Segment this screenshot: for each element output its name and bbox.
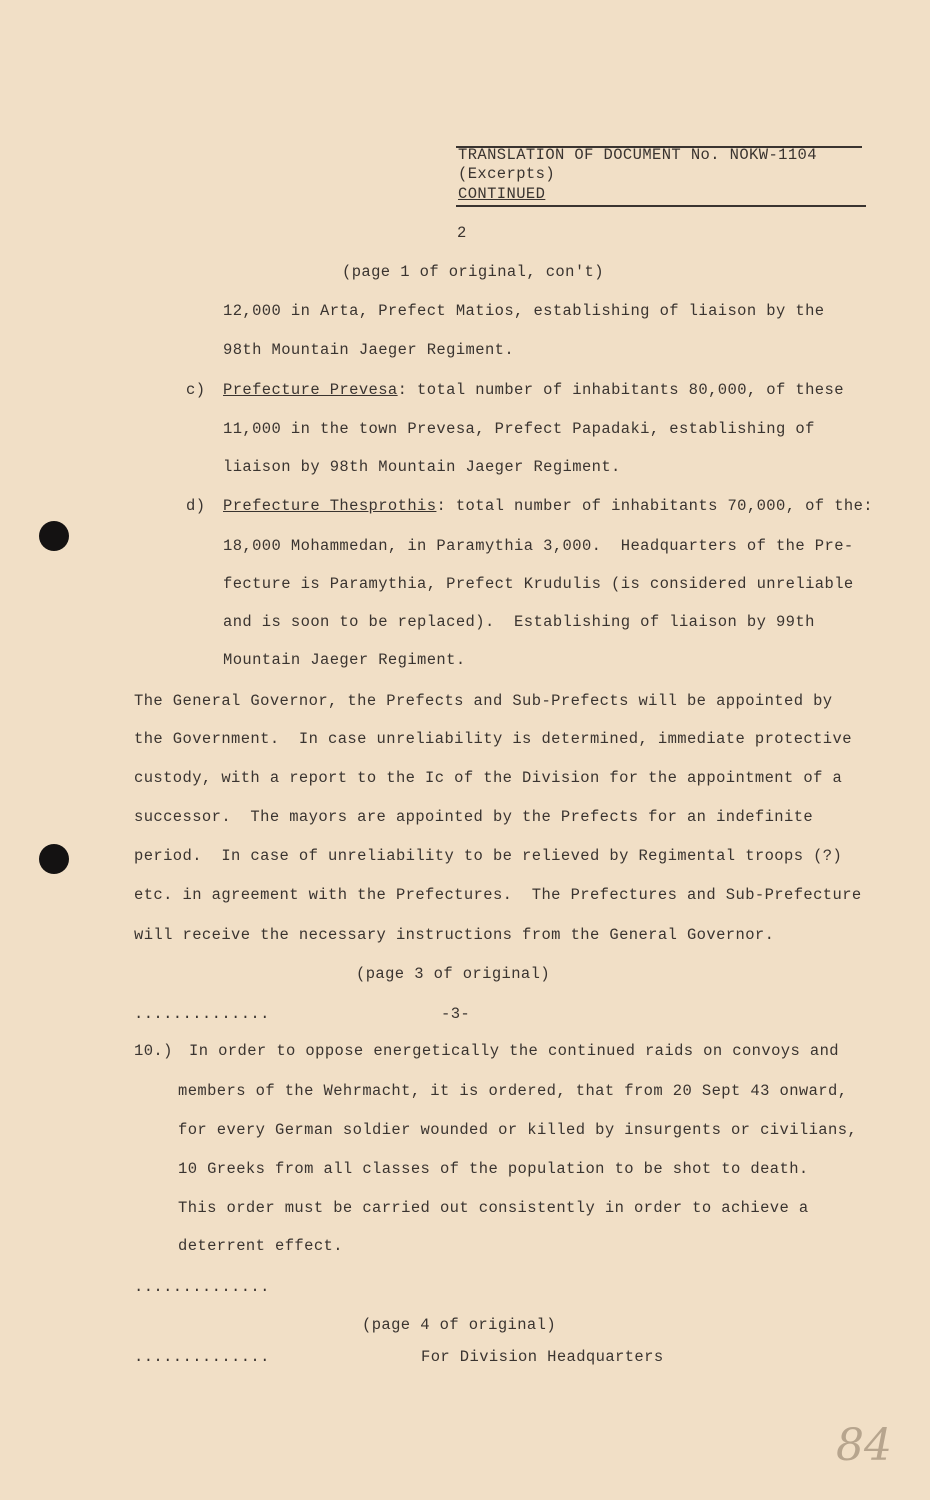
- para-c-line: 11,000 in the town Prevesa, Prefect Papadaki, establishing of: [223, 420, 815, 438]
- governor-para-line: etc. in agreement with the Prefectures. The Prefectures and Sub-Prefecture: [134, 886, 862, 904]
- para-b-line: 12,000 in Arta, Prefect Matios, establishing of liaison by the: [223, 302, 825, 320]
- page4-note: (page 4 of original): [362, 1316, 557, 1334]
- para-d-label: d): [186, 497, 206, 515]
- omission-dots: ..............: [134, 1005, 270, 1023]
- header-bottom-rule: [456, 205, 866, 207]
- para-d-first-line: [223, 497, 873, 515]
- punch-hole: [39, 521, 69, 551]
- para-d-line: 18,000 Mohammedan, in Paramythia 3,000. Headquarters of the Pre-: [223, 537, 854, 555]
- item10-label: 10.): [134, 1042, 173, 1060]
- para-c-first-line: [223, 381, 844, 399]
- governor-para-line: period. In case of unreliability to be relieved by Regimental troops (?): [134, 847, 843, 865]
- page-number: 2: [457, 224, 467, 242]
- omission-dots: ..............: [134, 1278, 270, 1296]
- item10-line: for every German soldier wounded or killed by insurgents or civilians,: [178, 1121, 858, 1139]
- page3-number: -3-: [441, 1005, 471, 1023]
- header-continued: CONTINUED: [458, 185, 546, 203]
- item10-line: deterrent effect.: [178, 1237, 343, 1255]
- handwritten-page-number: 84: [836, 1420, 892, 1471]
- governor-para-line: the Government. In case unreliability is determined, immediate protective: [134, 730, 852, 748]
- para-d-line: fecture is Paramythia, Prefect Krudulis (is considered unreliable: [223, 575, 854, 593]
- para-d-first-line-rest: : total number of inhabitants 70,000, of the:: [436, 497, 874, 515]
- page1-note: (page 1 of original, con't): [342, 263, 604, 281]
- signature-line: For Division Headquarters: [421, 1348, 664, 1366]
- omission-dots: ..............: [134, 1348, 270, 1366]
- governor-para-line: successor. The mayors are appointed by the Prefects for an indefinite: [134, 808, 814, 826]
- page3-note: (page 3 of original): [356, 965, 551, 983]
- governor-para-line: will receive the necessary instructions from the General Governor.: [134, 926, 775, 944]
- prefecture-prevesa-title: Prefecture Prevesa: [223, 381, 398, 399]
- governor-para-line: custody, with a report to the Ic of the Division for the appointment of a: [134, 769, 843, 787]
- punch-hole: [39, 844, 69, 874]
- para-c-label: c): [186, 381, 206, 399]
- para-b-line: 98th Mountain Jaeger Regiment.: [223, 341, 515, 359]
- para-c-line: liaison by 98th Mountain Jaeger Regiment.: [223, 458, 621, 476]
- item10-line: 10 Greeks from all classes of the population to be shot to death.: [178, 1160, 809, 1178]
- header-title: TRANSLATION OF DOCUMENT No. NOKW-1104: [458, 146, 817, 164]
- para-d-line: Mountain Jaeger Regiment.: [223, 651, 466, 669]
- para-d-line: and is soon to be replaced). Establishing of liaison by 99th: [223, 613, 815, 631]
- item10-line: members of the Wehrmacht, it is ordered, that from 20 Sept 43 onward,: [178, 1082, 848, 1100]
- header-excerpts: (Excerpts): [458, 165, 556, 183]
- para-c-first-line-rest: : total number of inhabitants 80,000, of these: [397, 381, 844, 399]
- governor-para-line: The General Governor, the Prefects and Sub-Prefects will be appointed by: [134, 692, 833, 710]
- item10-line: This order must be carried out consistently in order to achieve a: [178, 1199, 809, 1217]
- prefecture-thesprothis-title: Prefecture Thesprothis: [223, 497, 437, 515]
- item10-first-line: In order to oppose energetically the continued raids on convoys and: [189, 1042, 840, 1060]
